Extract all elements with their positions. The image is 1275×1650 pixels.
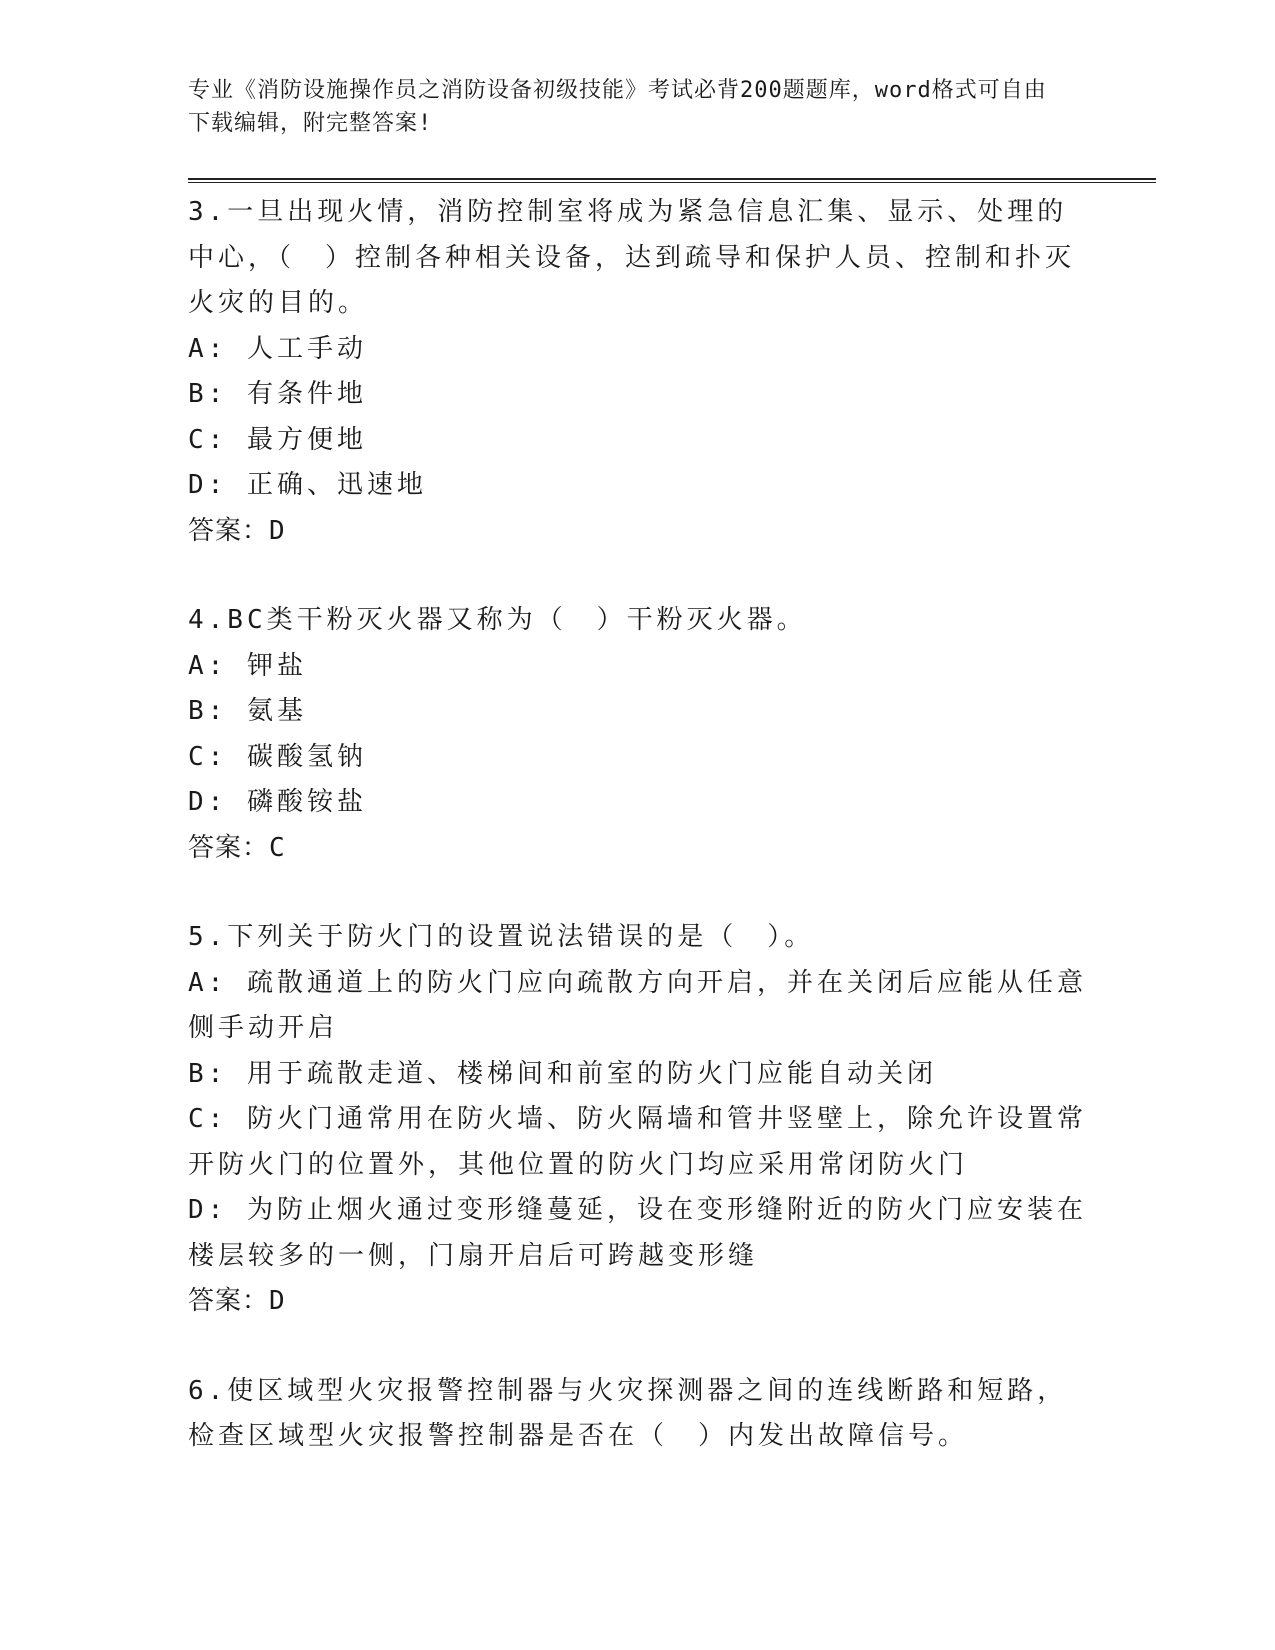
question-5 — [188, 915, 1088, 1325]
answer-line — [188, 509, 1088, 555]
question-list — [188, 190, 1088, 1504]
question-stem: 5.下列关于防火门的设置说法错误的是（ ）。 — [188, 922, 815, 952]
option-d: D: 正确、迅速地 — [188, 470, 427, 500]
option-c: C: 防火门通常用在防火墙、防火隔墙和管井竖壁上，除允许设置常开防火门的位置外，其他位置的防火门均应采用常闭防火门 — [188, 1104, 1087, 1180]
option-a: A: 钾盐 — [188, 650, 307, 681]
question-stem: 3.一旦出现火情，消防控制室将成为紧急信息汇集、显示、处理的中心，（ ）控制各种相关设备，达到疏导和保护人员、控制和扑灭火灾的目的。 — [188, 197, 1076, 318]
option-b: B: 有条件地 — [188, 379, 367, 409]
answer-line — [188, 826, 1088, 872]
question-stem: 4.BC类干粉灭火器又称为（ ）干粉灭火器。 — [188, 605, 807, 635]
answer-value: D — [269, 515, 286, 546]
page-header: 专业《消防设施操作员之消防设备初级技能》考试必背200题题库，word格式可自由下载编辑，附完整答案! — [188, 78, 1047, 136]
option-b: B: 氨基 — [188, 696, 307, 726]
answer-label: 答案： — [188, 515, 270, 546]
answer-label: 答案： — [188, 832, 270, 863]
question-6 — [188, 1369, 1088, 1460]
option-a: A: 人工手动 — [188, 333, 367, 364]
header-divider — [188, 178, 1156, 183]
answer-label: 答案： — [188, 1286, 270, 1316]
question-3 — [188, 190, 1088, 554]
option-d: D: 为防止烟火通过变形缝蔓延，设在变形缝附近的防火门应安装在楼层较多的一侧，门扇开启后可跨越变形缝 — [188, 1195, 1087, 1271]
answer-value: C — [269, 832, 286, 863]
answer-value: D — [269, 1286, 286, 1316]
option-b: B: 用于疏散走道、楼梯间和前室的防火门应能自动关闭 — [188, 1058, 937, 1089]
option-c: C: 最方便地 — [188, 424, 367, 455]
question-stem: 6.使区域型火灾报警控制器与火灾探测器之间的连线断路和短路，检查区域型火灾报警控制器是否在（ ）内发出故障信号。 — [188, 1375, 1068, 1451]
option-c: C: 碳酸氢钠 — [188, 741, 367, 772]
question-4 — [188, 598, 1088, 871]
answer-line — [188, 1279, 1088, 1325]
option-a: A: 疏散通道上的防火门应向疏散方向开启，并在关闭后应能从任意侧手动开启 — [188, 967, 1087, 1043]
option-d: D: 磷酸铵盐 — [188, 787, 367, 817]
